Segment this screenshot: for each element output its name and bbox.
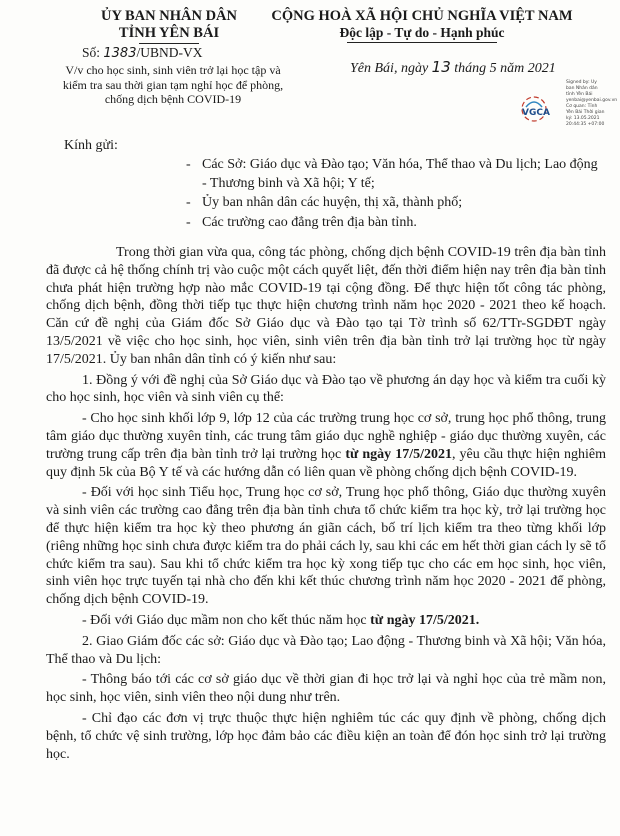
salutation: Kính gửi:: [64, 138, 118, 153]
recipient-item: - Ủy ban nhân dân các huyện, thị xã, thành phố;: [178, 193, 598, 212]
motto-underline: [347, 42, 497, 43]
motto-line-2: Độc lập - Tự do - Hạnh phúc: [339, 25, 505, 40]
date-emphasis: từ ngày 17/5/2021.: [370, 612, 480, 628]
paragraph-text: - Cho học sinh khối lớp 9, lớp 12 của các trường trung học cơ sở, trung học phổ thông, trung tâm giáo dục thường xuyên tỉnh, các trung tâm giáo dục nghề nghiệp - giáo dục thường xuyên, các trường trung cấp trên địa bàn tỉnh trở lại trường học: [46, 411, 606, 462]
agency-line-2: TỈNH YÊN BÁI: [118, 25, 220, 41]
doc-no-handwritten: 1383: [103, 46, 137, 61]
document-subject: V/v cho học sinh, sinh viên trở lại học tập và kiểm tra sau thời gian tạm nghỉ học để phòng, chống dịch bệnh COVID-19: [62, 63, 284, 106]
date-suffix: tháng 5 năm 2021: [454, 61, 556, 76]
recipient-item: - Các trường cao đẳng trên địa bàn tỉnh.: [178, 213, 598, 232]
agency-underline: [139, 43, 199, 44]
national-motto: [262, 8, 582, 43]
doc-no-suffix: /UBND-VX: [136, 45, 203, 60]
issuing-agency: [54, 8, 284, 44]
recipient-item: - Các Sở: Giáo dục và Đào tạo; Văn hóa, Thể thao và Du lịch; Lao động - Thương binh và Xã hội; Y tế;: [178, 155, 598, 193]
agency-line-1: ỦY BAN NHÂN DÂN: [100, 8, 237, 24]
date-day-handwritten: 13: [431, 58, 451, 76]
paragraph-direct: - Chỉ đạo các đơn vị trực thuộc thực hiện nghiêm túc các quy định về phòng, chống dịch bệnh, tổ chức vệ sinh trường, lớp học đảm bảo các điều kiện an toàn để đón học sinh trở lại trường học.: [46, 710, 606, 762]
doc-no-prefix: Số:: [82, 45, 101, 60]
paragraph-context: Trong thời gian vừa qua, công tác phòng, chống dịch bệnh COVID-19 trên địa bàn tỉnh đã được cả hệ thống chính trị vào cuộc một cách quyết liệt, đến thời điểm hiện nay trên địa bàn tỉnh chưa phát hiện trường hợp nào mắc COVID-19 tại cộng đồng. Để thực hiện tốt công tác phòng, chống dịch bệnh, đồng thời tiếp tục thực hiện chương trình năm học 2020 - 2021 theo kế hoạch. Căn cứ đề nghị của Giám đốc Sở Giáo dục và Đào tạo tại Tờ trình số 62/TTr-SGDĐT ngày 13/5/2021 về việc cho học sinh, học viên, sinh viên trên địa bàn tỉnh trở lại trường học từ ngày 17/5/2021. Ủy ban nhân dân tỉnh có ý kiến như sau:: [46, 245, 606, 367]
paragraph-other-levels: - Đối với học sinh Tiểu học, Trung học cơ sở, Trung học phổ thông, Giáo dục thường xuyên và sinh viên các trường cao đẳng trên địa bàn tỉnh chưa tổ chức kiểm tra học kỳ, trở lại trường học để thực hiện kiểm tra học kỳ theo phương án giãn cách, bố trí lịch kiểm tra theo từng khối lớp (riêng những học sinh chưa được kiểm tra do phải cách ly, sau khi các em hết thời gian cách ly sẽ tổ chức kiểm tra sau). Sau khi tổ chức kiểm tra học kỳ xong tiếp tục cho các em học sinh, học viên, sinh viên học trực tuyến tại nhà cho đến khi kết thúc chương trình năm học 2020 - 2021 để phòng, chống dịch bệnh COVID-19.: [46, 485, 606, 608]
paragraph-text: , yêu cầu thực hiện nghiêm quy định 5k của Bộ Y tế và các hướng dẫn có liên quan về phòng chống dịch bệnh COVID-19.: [46, 446, 607, 480]
recipient-list: [178, 155, 598, 232]
paragraph-preschool: [46, 612, 606, 630]
motto-line-1: CỘNG HOÀ XÃ HỘI CHỦ NGHĨA VIỆT NAM: [271, 8, 573, 24]
vgca-logo-icon: [522, 97, 550, 121]
vgca-logo-text: VGCA: [522, 108, 550, 118]
document-number: [82, 45, 202, 61]
paragraph-text: - Đối với Giáo dục mầm non cho kết thúc năm học: [82, 612, 367, 628]
paragraph-notify: - Thông báo tới các cơ sở giáo dục về thời gian đi học trở lại và nghỉ học của trẻ mầm non, học sinh, học viên, sinh viên theo nội dung như trên.: [46, 672, 606, 706]
paragraph-item-2: 2. Giao Giám đốc các sở: Giáo dục và Đào tạo; Lao động - Thương binh và Xã hội; Văn hóa, Thể thao và Du lịch:: [46, 633, 606, 667]
document-body: [46, 244, 606, 763]
paragraph-item-1: 1. Đồng ý với đề nghị của Sở Giáo dục và Đào tạo về phương án dạy học và kiểm tra cuối kỳ cho học sinh, học viên và sinh viên cụ thể:: [46, 372, 606, 406]
date-prefix: Yên Bái, ngày: [350, 61, 429, 76]
paragraph-grade-9-12: [46, 410, 606, 481]
signature-details: Signed by: Uy ban Nhân dân tỉnh Yên Bái yenbai@yenbai.gov.vn Cơ quan: Tỉnh Yên Bái Thời gian ký: 13.05.2021 20:44:35 +07:00: [566, 80, 618, 127]
date-emphasis: từ ngày 17/5/2021: [345, 446, 452, 462]
